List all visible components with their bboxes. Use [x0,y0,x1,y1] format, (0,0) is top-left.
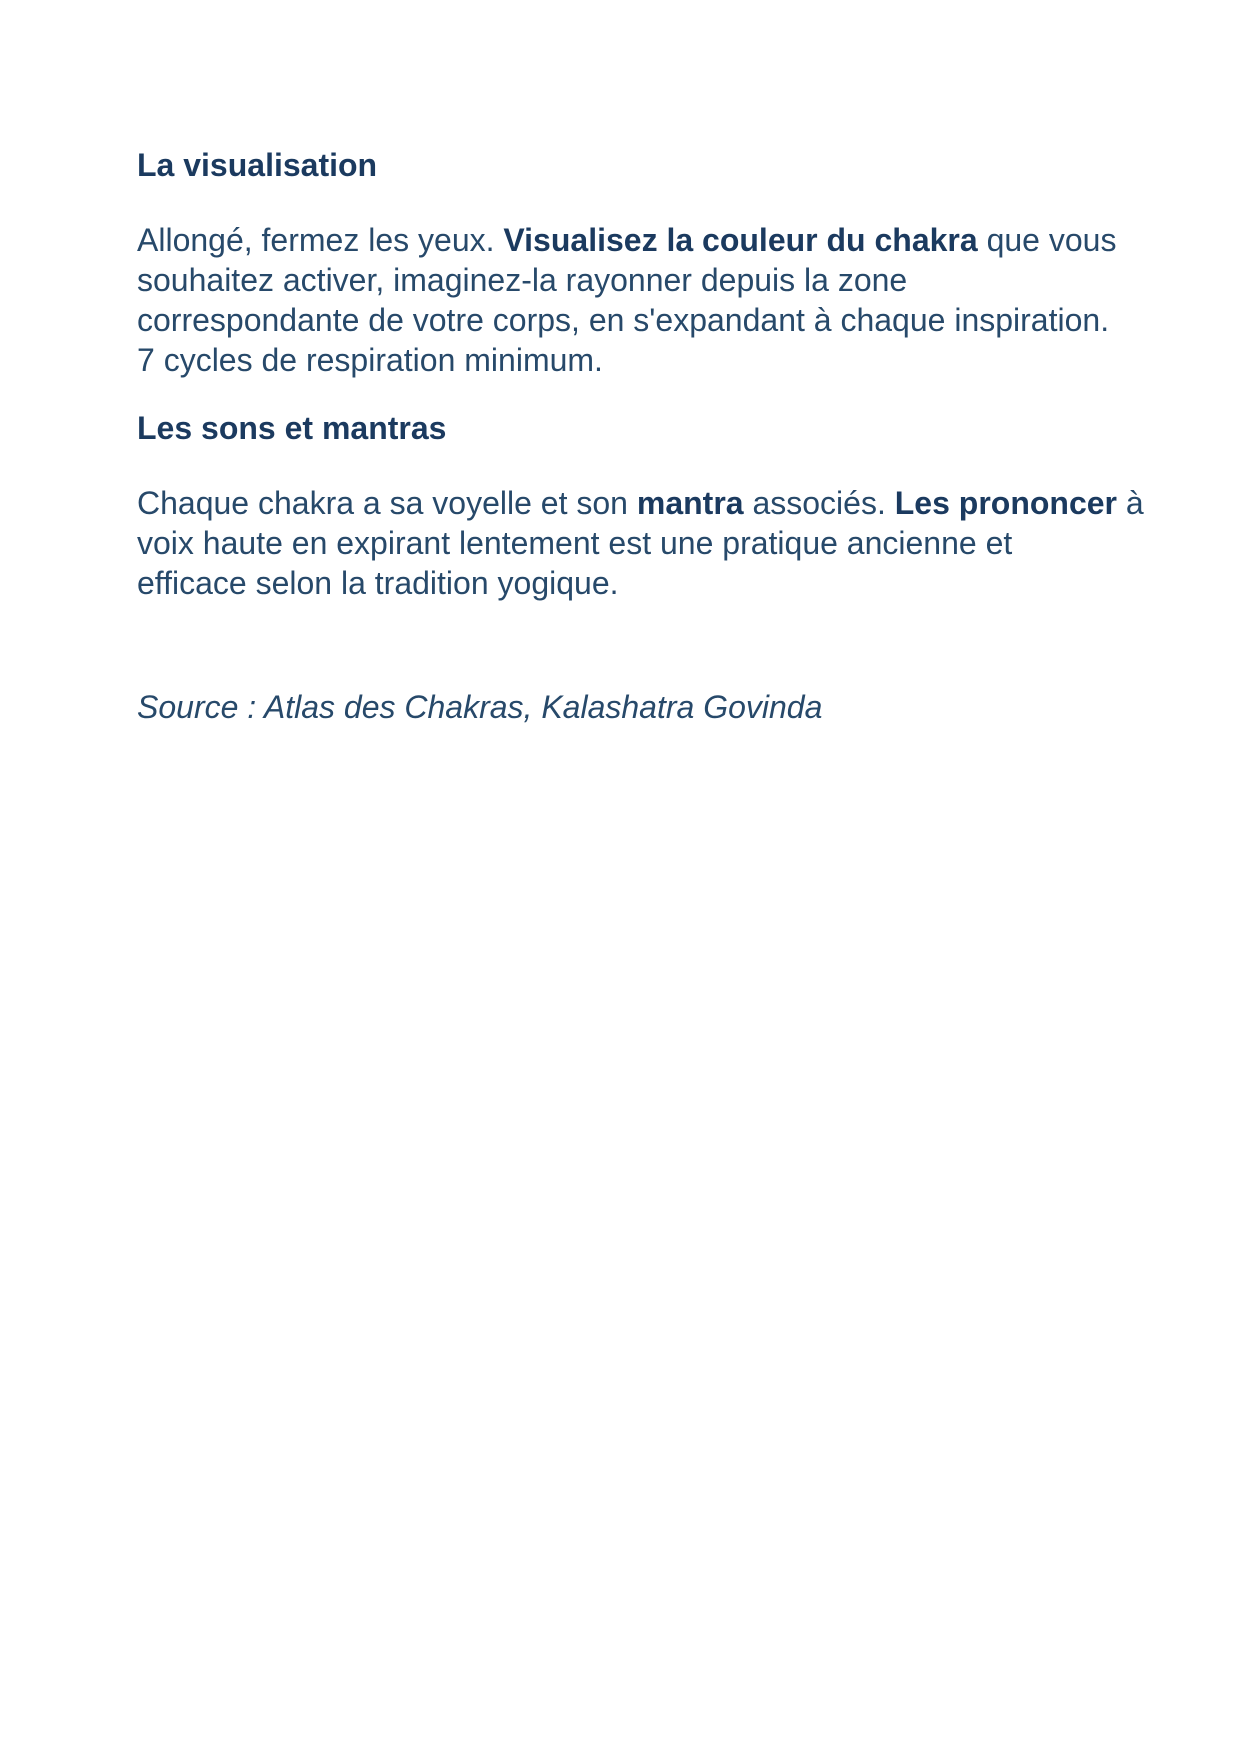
bold-text: Visualisez la couleur du chakra [503,222,978,258]
bold-text: mantra [636,485,744,521]
text-segment: à [1117,485,1144,521]
text-segment: correspondante de votre corps, en s'expandant à chaque inspiration. [137,302,1110,338]
text-line [137,563,1131,603]
text-line [137,300,1131,340]
text-segment: Allongé, fermez les yeux. [137,222,504,258]
text-segment: efficace selon la tradition yogique. [137,565,619,601]
paragraph-visualisation [137,220,1131,380]
text-segment: Chaque chakra a sa voyelle et son [137,485,637,521]
source-note: Source : Atlas des Chakras, Kalashatra Govinda [137,689,823,725]
section-heading-sons-mantras: Les sons et mantras [137,410,447,446]
text-line [137,260,1131,300]
text-segment: associés. [743,485,895,521]
text-line [137,340,1131,380]
text-line [137,220,1131,260]
paragraph-sons-mantras [137,483,1144,603]
text-segment: voix haute en expirant lentement est une pratique ancienne et [137,525,1013,561]
section-heading-visualisation: La visualisation [137,147,378,183]
text-segment: souhaitez activer, imaginez-la rayonner depuis la zone [137,262,908,298]
text-segment: que vous [977,222,1117,258]
bold-text: Les prononcer [894,485,1117,521]
text-line [137,523,1131,563]
text-segment: 7 cycles de respiration minimum. [137,342,603,378]
text-line [137,483,1144,523]
